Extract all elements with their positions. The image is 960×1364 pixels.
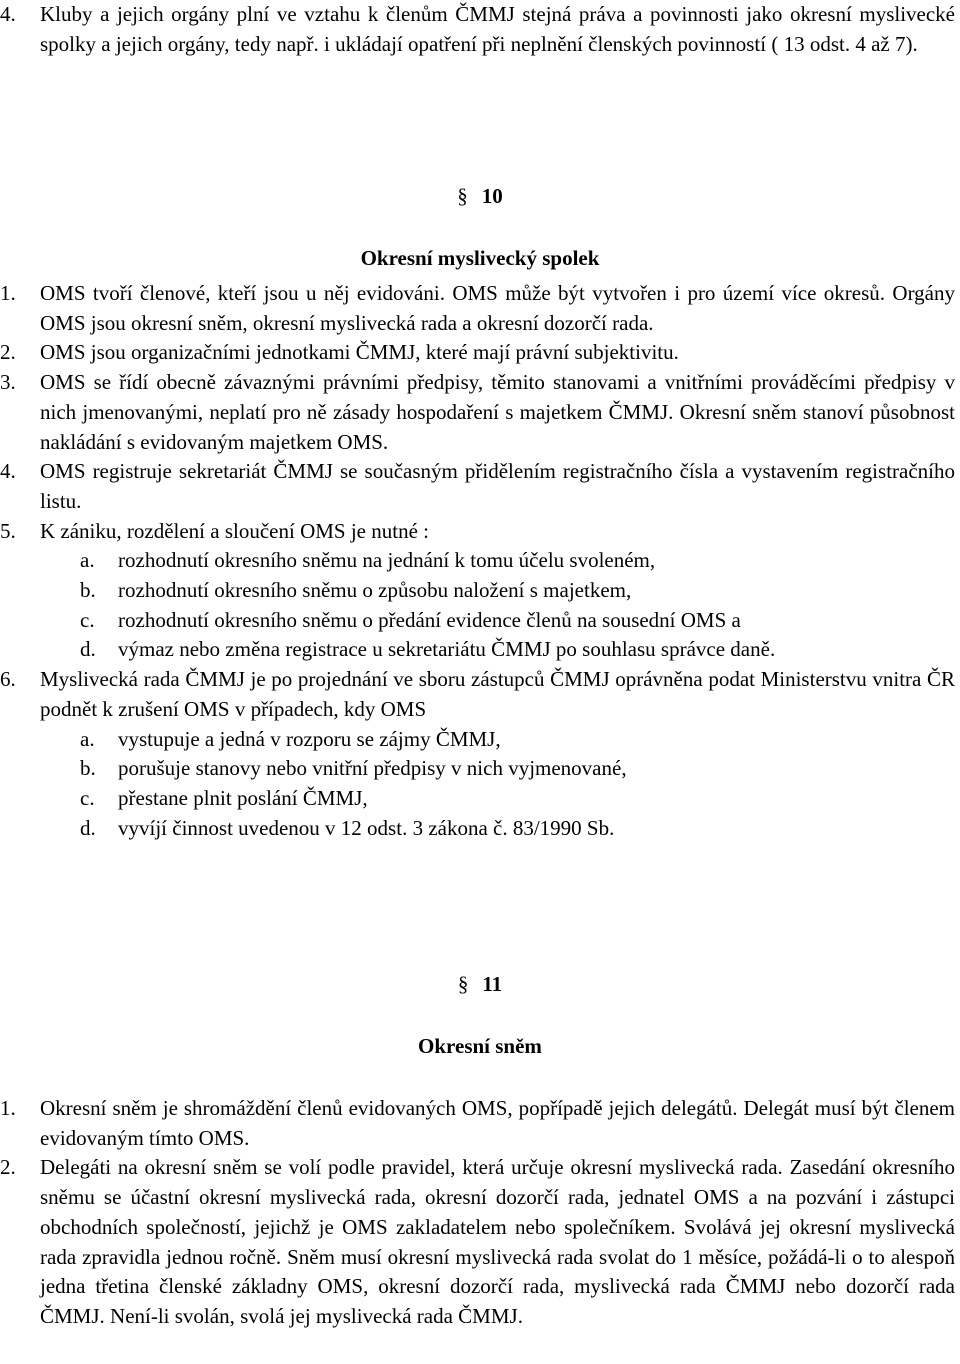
section-11-number [0,970,960,1000]
list-item [0,1094,955,1153]
list-item [0,665,955,724]
item-number: 2. [0,1155,16,1180]
section-top [0,0,955,59]
item-text: Delegáti na okresní sněm se volí podle pravidel, která určuje okresní myslivecká rada. Zasedání okresního sněmu se účastní okresní myslivecká rada, okresní dozorčí rada, jednatel OMS a na pozvání i zástupci obchodních společností, jejichž je OMS zakladatelem nebo společníkem. Svolává jej okresní myslivecká rada zpravidla jednou ročně. Sněm musí okresní myslivecká rada svolat do 1 měsíce, požádá-li o to alespoň jedna třetina členské základny OMS, okresní dozorčí rada, myslivecká rada ČMMJ nebo dozorčí rada ČMMJ. Není-li svolán, svolá jej myslivecká rada ČMMJ. [40,1155,955,1328]
list-item [0,0,955,59]
item-number: 4. [0,2,16,26]
sub-item-text: vystupuje a jedná v rozporu se zájmy ČMMJ, [118,726,501,751]
sub-item [0,606,955,636]
paragraph-symbol-icon: § [457,184,468,208]
list-item [0,1153,955,1331]
section-11-list [0,1094,955,1332]
sub-item-text: vyvíjí činnost uvedenou v 12 odst. 3 zákona č. 83/1990 Sb. [118,815,615,840]
sub-item-letter: c. [80,785,95,810]
item-text: Myslivecká rada ČMMJ je po projednání ve sboru zástupců ČMMJ oprávněna podat Ministerstvu vnitra ČR podnět k zrušení OMS v případech, kdy OMS [40,667,955,721]
section-number: 10 [481,184,503,208]
section-number: 11 [482,972,503,996]
section-10-number [0,182,960,212]
item-text: OMS se řídí obecně závaznými právními předpisy, těmito stanovami a vnitřními prováděcími předpisy v nich jmenovanými, neplatí pro ně zásady hospodaření s majetkem ČMMJ. Okresní sněm stanoví působnost nakládání s evidovaným majetkem OMS. [40,370,955,454]
list-item [0,279,955,338]
sub-item-letter: b. [80,578,96,603]
list-item [0,338,955,368]
list-item [0,368,955,457]
sub-item [0,814,955,844]
sub-item-letter: c. [80,607,95,632]
sub-item-letter: a. [80,548,95,573]
item-number: 5. [0,518,16,543]
item-number: 1. [0,281,16,305]
section-11-title: Okresní sněm [418,1034,542,1058]
list-item [0,457,955,516]
sub-item-text: výmaz nebo změna registrace u sekretariátu ČMMJ po souhlasu správce daně. [118,637,776,662]
sub-item [0,784,955,814]
item-text: Kluby a jejich orgány plní ve vztahu k členům ČMMJ stejná práva a povinnosti jako okresní myslivecké spolky a jejich orgány, tedy např. i ukládají opatření při neplnění členských povinností ( 13 odst. 4 až 7). [40,2,955,56]
sub-item-text: rozhodnutí okresního sněmu na jednání k tomu účelu svoleném, [118,548,656,573]
item-number: 4. [0,459,16,484]
list-item [0,517,955,547]
item-text: K zániku, rozdělení a sloučení OMS je nutné : [40,518,429,543]
sub-item-letter: d. [80,815,96,840]
section-10-title: Okresní myslivecký spolek [360,246,600,270]
item-text: OMS jsou organizačními jednotkami ČMMJ, které mají právní subjektivitu. [40,340,679,365]
item-text: OMS tvoří členové, kteří jsou u něj evidováni. OMS může být vytvořen i pro území více okresů. Orgány OMS jsou okresní sněm, okresní myslivecká rada a okresní dozorčí rada. [40,281,955,335]
sub-item-text: rozhodnutí okresního sněmu o předání evidence členů na sousední OMS a [118,607,741,632]
item-text: OMS registruje sekretariát ČMMJ se současným přidělením registračního čísla a vystavením registračního listu. [40,459,955,513]
sub-item [0,576,955,606]
sub-item-letter: d. [80,637,96,662]
sub-item [0,635,955,665]
sub-item-text: porušuje stanovy nebo vnitřní předpisy v nich vyjmenované, [118,756,627,781]
sub-item [0,546,955,576]
section-10-list [0,279,955,843]
sub-item-letter: a. [80,726,95,751]
sub-item-text: rozhodnutí okresního sněmu o způsobu naložení s majetkem, [118,578,632,603]
paragraph-symbol-icon: § [457,972,469,996]
item-number: 1. [0,1096,16,1120]
item-text: Okresní sněm je shromáždění členů evidovaných OMS, popřípadě jejich delegátů. Delegát musí být členem evidovaným tímto OMS. [40,1096,955,1150]
sub-item-letter: b. [80,756,96,781]
item-number: 2. [0,340,16,365]
sub-item-text: přestane plnit poslání ČMMJ, [118,785,368,810]
sub-item [0,754,955,784]
item-number: 6. [0,667,16,692]
sub-item [0,725,955,755]
item-number: 3. [0,370,16,395]
